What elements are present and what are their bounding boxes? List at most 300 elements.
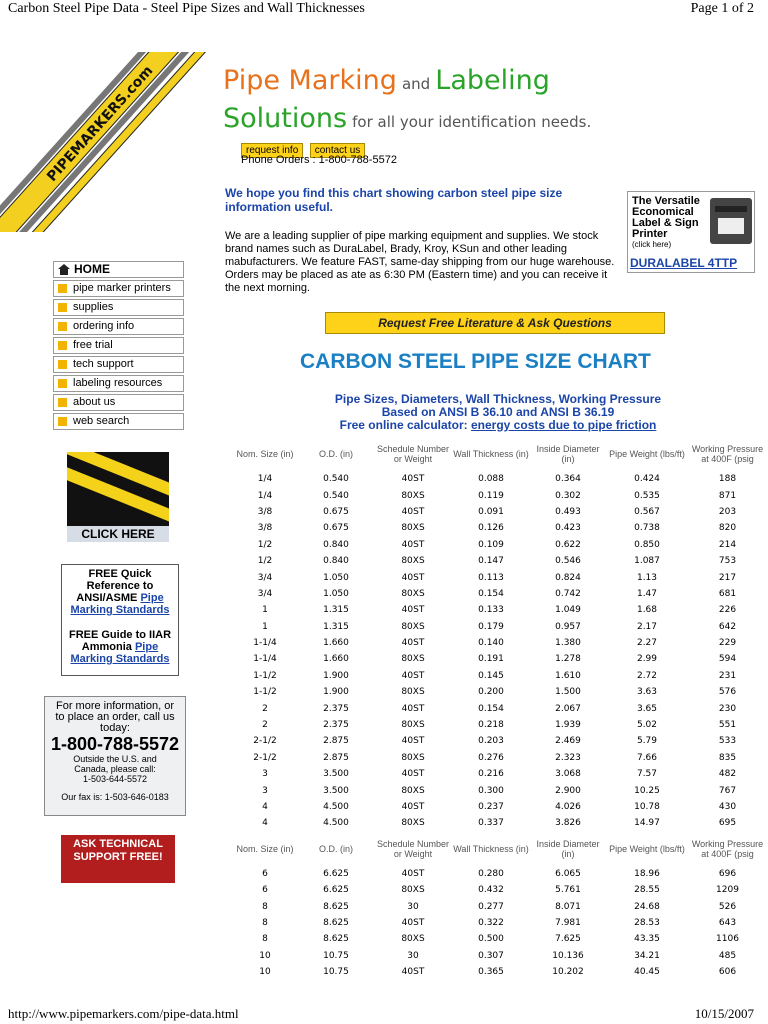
col-header: Wall Thickness (in) xyxy=(453,843,529,854)
free-guides-box xyxy=(61,564,179,676)
table-cell: 2.875 xyxy=(323,752,349,763)
table-cell: 0.307 xyxy=(478,950,504,961)
table-cell: 2-1/2 xyxy=(253,736,277,747)
table-cell: 8 xyxy=(262,934,268,945)
table-cell: 226 xyxy=(718,605,737,616)
table-cell: 1.315 xyxy=(323,621,349,632)
table-cell: 6 xyxy=(262,868,268,879)
table-row xyxy=(231,964,768,980)
table-cell: 5.02 xyxy=(636,720,658,731)
logo-and: and xyxy=(401,75,431,93)
table-cell: 230 xyxy=(718,703,737,714)
print-footer-date: 10/15/2007 xyxy=(694,1006,754,1021)
table-cell: 40.45 xyxy=(634,967,660,978)
table-cell: 1.380 xyxy=(555,638,581,649)
table-cell: 1.050 xyxy=(323,572,349,583)
table-cell: 0.119 xyxy=(478,490,504,501)
bullet-square-icon xyxy=(58,322,67,331)
col-header: Pipe Weight (lbs/ft) xyxy=(609,449,685,459)
logo-pipe-marking: Pipe Marking xyxy=(223,65,397,96)
logo-labeling: Labeling xyxy=(435,65,550,96)
table-cell: 0.280 xyxy=(478,868,504,879)
table-cell: 871 xyxy=(718,490,737,501)
table-cell: 1.939 xyxy=(555,720,581,731)
table-row xyxy=(231,766,768,782)
table-row xyxy=(231,915,768,931)
table-cell: 10.25 xyxy=(634,785,660,796)
table-cell: 6.065 xyxy=(555,868,581,879)
table-cell: 1/2 xyxy=(257,556,273,567)
table-cell: 2.067 xyxy=(555,703,581,714)
nav-label: about us xyxy=(73,396,116,408)
col-header: Nom. Size (in) xyxy=(236,449,294,459)
table-cell: 10.75 xyxy=(323,950,349,961)
free-guide-2-text: FREE Guide to IIAR Ammonia xyxy=(68,629,172,653)
table-cell: 40ST xyxy=(401,638,425,649)
nav-ordering-info[interactable] xyxy=(53,318,184,335)
contact-us-button[interactable]: contact us xyxy=(310,143,366,158)
table-row xyxy=(231,471,768,487)
table-cell: 1.049 xyxy=(555,605,581,616)
table-cell: 2.900 xyxy=(555,785,581,796)
table-cell: 3.500 xyxy=(323,769,349,780)
table-row xyxy=(231,866,768,882)
table-cell: 0.675 xyxy=(323,523,349,534)
table-cell: 0.179 xyxy=(478,621,504,632)
nav-label: tech support xyxy=(73,358,134,370)
table-cell: 3.63 xyxy=(636,687,658,698)
info-line2: Outside the U.S. and Canada, please call: xyxy=(73,754,157,774)
table-cell: 482 xyxy=(718,769,737,780)
request-literature-button[interactable]: Request Free Literature & Ask Questions xyxy=(325,312,665,334)
table-cell: 0.540 xyxy=(323,490,349,501)
pipe-graphic-text: PIPEMARKERS.com xyxy=(44,62,157,185)
table-cell: 40ST xyxy=(401,769,425,780)
duralabel-ad[interactable] xyxy=(627,191,755,273)
table-cell: 40ST xyxy=(401,670,425,681)
col-header: Schedule Number or Weight xyxy=(376,838,450,859)
table-cell: 767 xyxy=(718,785,737,796)
table-row xyxy=(231,619,768,635)
table-row xyxy=(231,586,768,602)
table-cell: 40ST xyxy=(401,572,425,583)
contact-info-box xyxy=(44,696,186,816)
table-cell: 1.68 xyxy=(636,605,658,616)
table-cell: 3 xyxy=(262,769,268,780)
table-cell: 551 xyxy=(718,720,737,731)
table-row xyxy=(231,700,768,716)
table-body-part2 xyxy=(231,866,768,981)
table-cell: 0.300 xyxy=(478,785,504,796)
table-row xyxy=(231,733,768,749)
logo-tagline: for all your identification needs. xyxy=(352,113,592,131)
col-header: O.D. (in) xyxy=(318,449,353,459)
table-cell: 80XS xyxy=(401,720,425,731)
ad-product-name[interactable]: DURALABEL 4TTP xyxy=(630,256,738,270)
table-cell: 80XS xyxy=(401,885,425,896)
table-cell: 4.500 xyxy=(323,802,349,812)
nav-supplies[interactable] xyxy=(53,299,184,316)
table-cell: 576 xyxy=(718,687,737,698)
table-cell: 6 xyxy=(262,885,268,896)
table-cell: 2.17 xyxy=(636,621,658,632)
table-cell: 1.900 xyxy=(323,687,349,698)
table-cell: 8.625 xyxy=(323,934,349,945)
print-footer xyxy=(0,1006,768,1024)
table-cell: 0.088 xyxy=(478,474,504,485)
table-cell: 8 xyxy=(262,901,268,912)
table-cell: 0.535 xyxy=(634,490,660,501)
table-cell: 0.216 xyxy=(478,769,504,780)
printer-icon xyxy=(710,198,752,244)
print-header xyxy=(0,0,768,22)
table-cell: 753 xyxy=(718,556,737,567)
table-cell: 2.375 xyxy=(323,703,349,714)
table-cell: 40ST xyxy=(401,506,425,517)
bullet-square-icon xyxy=(58,360,67,369)
nav-labeling-resources[interactable] xyxy=(53,375,184,392)
free-guide-1-text: FREE Quick Reference to ANSI/ASME xyxy=(76,568,154,604)
table-cell: 10 xyxy=(259,967,271,978)
table-cell: 1-1/4 xyxy=(253,638,277,649)
table-cell: 0.302 xyxy=(555,490,581,501)
free-guide-1-link[interactable]: Pipe Marking Standards xyxy=(70,592,170,616)
table-row xyxy=(231,569,768,585)
table-cell: 80XS xyxy=(401,523,425,534)
col-header: Pipe Weight (lbs/ft) xyxy=(609,843,685,854)
table-row xyxy=(231,815,768,831)
table-cell: 40ST xyxy=(401,474,425,485)
table-cell: 1.13 xyxy=(636,572,658,583)
intro-body: We are a leading supplier of pipe marking equipment and supplies. We stock brand names such as DuraLabel, Brady, Kroy, KSun and other leading mabufacturers. We feature FAST, same-day shipping from our huge warehouse. Orders may be placed as ate as 6:30 PM (Eastern time) and you can receive it the next morning. xyxy=(225,230,615,294)
table-cell: 0.432 xyxy=(478,885,504,896)
table-row xyxy=(231,487,768,503)
table-cell: 40ST xyxy=(401,736,425,747)
table-cell: 7.625 xyxy=(555,934,581,945)
nav-label: web search xyxy=(73,415,130,427)
table-cell: 1.050 xyxy=(323,588,349,599)
table-cell: 696 xyxy=(718,868,737,879)
table-row xyxy=(231,898,768,914)
table-cell: 0.154 xyxy=(478,703,504,714)
table-cell: 5.761 xyxy=(555,885,581,896)
nav-label: pipe marker printers xyxy=(73,282,171,294)
sidebar-nav xyxy=(53,261,184,432)
nav-free-trial[interactable] xyxy=(53,337,184,354)
table-cell: 1 xyxy=(262,605,268,616)
subtitle-line2: Based on ANSI B 36.10 and ANSI B 36.19 xyxy=(381,405,615,419)
nav-pipe-marker-printers[interactable] xyxy=(53,280,184,297)
table-cell: 40ST xyxy=(401,917,425,928)
table-cell: 40ST xyxy=(401,539,425,550)
table-cell: 40ST xyxy=(401,802,425,812)
request-info-button[interactable]: request info xyxy=(241,143,303,158)
click-here-label: CLICK HERE xyxy=(67,526,169,542)
col-header: Nom. Size (in) xyxy=(236,843,294,854)
table-cell: 0.091 xyxy=(478,506,504,517)
table-cell: 4.026 xyxy=(555,802,581,812)
table-row xyxy=(231,668,768,684)
chart-title: CARBON STEEL PIPE SIZE CHART xyxy=(300,350,651,373)
nav-tech-support[interactable] xyxy=(53,356,184,373)
table-cell: 0.546 xyxy=(555,556,581,567)
table-cell: 80XS xyxy=(401,556,425,567)
table-cell: 1106 xyxy=(716,934,739,945)
table-cell: 2.875 xyxy=(323,736,349,747)
table-cell: 6.625 xyxy=(323,868,349,879)
col-header: Working Pressure at 400F (psig xyxy=(691,838,764,859)
table-cell: 606 xyxy=(718,967,737,978)
table-cell: 0.500 xyxy=(478,934,504,945)
table-cell: 0.109 xyxy=(478,539,504,550)
table-cell: 4 xyxy=(262,802,268,812)
table-cell: 10.75 xyxy=(323,967,349,978)
table-cell: 0.493 xyxy=(555,506,581,517)
table-cell: 1209 xyxy=(716,885,739,896)
table-cell: 1-1/2 xyxy=(253,687,277,698)
table-cell: 0.147 xyxy=(478,556,504,567)
table-cell: 0.200 xyxy=(478,687,504,698)
table-cell: 4 xyxy=(262,818,268,829)
pipe-graphic[interactable] xyxy=(0,52,210,232)
table-cell: 40ST xyxy=(401,703,425,714)
table-cell: 0.824 xyxy=(555,572,581,583)
table-cell: 40ST xyxy=(401,605,425,616)
table-cell: 3.068 xyxy=(555,769,581,780)
table-cell: 0.276 xyxy=(478,752,504,763)
table-cell: 203 xyxy=(718,506,737,517)
table-row xyxy=(231,635,768,651)
table-cell: 642 xyxy=(718,621,737,632)
table-cell: 1.315 xyxy=(323,605,349,616)
table-row xyxy=(231,782,768,798)
table-row xyxy=(231,799,768,815)
table-cell: 14.97 xyxy=(634,818,660,829)
table-cell: 485 xyxy=(718,950,737,961)
calculator-link[interactable]: energy costs due to pipe friction xyxy=(471,418,657,432)
table-cell: 3/4 xyxy=(257,572,273,583)
table-cell: 0.622 xyxy=(555,539,581,550)
table-cell: 1-1/2 xyxy=(253,670,277,681)
table-cell: 0.957 xyxy=(555,621,581,632)
table-cell: 0.840 xyxy=(323,556,349,567)
table-cell: 2.99 xyxy=(636,654,658,665)
nav-label: free trial xyxy=(73,339,113,351)
table-cell: 2 xyxy=(262,720,268,731)
table-cell: 1 xyxy=(262,621,268,632)
table-cell: 3 xyxy=(262,785,268,796)
table-row xyxy=(231,882,768,898)
table-cell: 80XS xyxy=(401,934,425,945)
table-cell: 0.738 xyxy=(634,523,660,534)
table-row xyxy=(231,750,768,766)
table-cell: 1.900 xyxy=(323,670,349,681)
table-cell: 820 xyxy=(718,523,737,534)
col-header: Schedule Number or Weight xyxy=(376,444,450,464)
table-body-part1 xyxy=(231,471,768,832)
table-cell: 2.375 xyxy=(323,720,349,731)
free-guide-2-link[interactable]: Pipe Marking Standards xyxy=(70,641,170,665)
table-cell: 217 xyxy=(718,572,737,583)
table-cell: 0.140 xyxy=(478,638,504,649)
chart-subtitle xyxy=(300,393,696,432)
table-row xyxy=(231,602,768,618)
table-cell: 0.277 xyxy=(478,901,504,912)
bullet-square-icon xyxy=(58,284,67,293)
table-cell: 594 xyxy=(718,654,737,665)
info-intl-phone: 1-503-644-5572 xyxy=(82,774,148,784)
print-footer-url: http://www.pipemarkers.com/pipe-data.html xyxy=(8,1006,239,1021)
table-cell: 7.57 xyxy=(636,769,658,780)
table-cell: 40ST xyxy=(401,967,425,978)
table-row xyxy=(231,504,768,520)
table-cell: 0.322 xyxy=(478,917,504,928)
table-cell: 80XS xyxy=(401,621,425,632)
table-cell: 7.981 xyxy=(555,917,581,928)
table-cell: 0.133 xyxy=(478,605,504,616)
table-cell: 28.55 xyxy=(634,885,660,896)
phone-orders: Phone Orders : 1-800-788-5572 xyxy=(241,154,397,166)
table-cell: 1/2 xyxy=(257,539,273,550)
table-cell: 0.423 xyxy=(555,523,581,534)
nav-home[interactable] xyxy=(53,261,184,278)
table-cell: 6.625 xyxy=(323,885,349,896)
table-cell: 1.087 xyxy=(634,556,660,567)
table-cell: 80XS xyxy=(401,818,425,829)
col-header: O.D. (in) xyxy=(318,843,353,854)
table-cell: 835 xyxy=(718,752,737,763)
bullet-square-icon xyxy=(58,379,67,388)
intro-highlight: We hope you find this chart showing carbon steel pipe size information useful. xyxy=(225,186,563,214)
info-phone: 1-800-788-5572 xyxy=(50,734,180,754)
ad-headline: The Versatile Economical Label & Sign Printer xyxy=(632,195,700,240)
table-cell: 2.323 xyxy=(555,752,581,763)
table-cell: 18.96 xyxy=(634,868,660,879)
table-cell: 1.610 xyxy=(555,670,581,681)
table-cell: 0.113 xyxy=(478,572,504,583)
table-cell: 28.53 xyxy=(634,917,660,928)
table-cell: 3.65 xyxy=(636,703,658,714)
table-cell: 0.126 xyxy=(478,523,504,534)
table-cell: 0.218 xyxy=(478,720,504,731)
nav-web-search[interactable] xyxy=(53,413,184,430)
table-cell: 24.68 xyxy=(634,901,660,912)
col-header: Inside Diameter (in) xyxy=(536,444,600,464)
table-row xyxy=(231,684,768,700)
ad-click: (click here) xyxy=(632,240,672,249)
table-cell: 1/4 xyxy=(257,490,273,501)
table-cell: 0.191 xyxy=(478,654,504,665)
table-cell: 2.27 xyxy=(636,638,658,649)
table-cell: 0.145 xyxy=(478,670,504,681)
table-row xyxy=(231,537,768,553)
table-cell: 526 xyxy=(718,901,737,912)
table-cell: 0.424 xyxy=(634,474,660,485)
col-header: Working Pressure at 400F (psig xyxy=(691,444,764,464)
table-cell: 1.278 xyxy=(555,654,581,665)
table-cell: 80XS xyxy=(401,687,425,698)
table-cell: 2.72 xyxy=(636,670,658,681)
table-cell: 2.469 xyxy=(555,736,581,747)
table-cell: 0.540 xyxy=(323,474,349,485)
table-cell: 0.365 xyxy=(478,967,504,978)
bullet-square-icon xyxy=(58,417,67,426)
table-cell: 3/8 xyxy=(257,523,273,534)
table-cell: 1-1/4 xyxy=(253,654,277,665)
table-row xyxy=(231,651,768,667)
table-cell: 0.567 xyxy=(634,506,660,517)
table-cell: 80XS xyxy=(401,785,425,796)
table-cell: 0.154 xyxy=(478,588,504,599)
table-cell: 0.840 xyxy=(323,539,349,550)
logo-line2 xyxy=(223,103,591,134)
table-row xyxy=(231,520,768,536)
table-cell: 10.136 xyxy=(552,950,584,961)
table-cell: 4.500 xyxy=(323,818,349,829)
table-cell: 0.237 xyxy=(478,802,504,812)
table-cell: 80XS xyxy=(401,752,425,763)
table-cell: 695 xyxy=(718,818,737,829)
bullet-square-icon xyxy=(58,341,67,350)
logo-solutions: Solutions xyxy=(223,103,348,134)
table-cell: 1.47 xyxy=(636,588,658,599)
bullet-square-icon xyxy=(58,303,67,312)
table-cell: 533 xyxy=(718,736,737,747)
table-cell: 80XS xyxy=(401,588,425,599)
table-cell: 643 xyxy=(718,917,737,928)
table-cell: 80XS xyxy=(401,654,425,665)
nav-about-us[interactable] xyxy=(53,394,184,411)
table-cell: 30 xyxy=(407,950,419,961)
nav-home-label: HOME xyxy=(74,262,110,276)
table-row xyxy=(231,553,768,569)
table-cell: 0.742 xyxy=(555,588,581,599)
table-cell: 2 xyxy=(262,703,268,714)
table-cell: 7.66 xyxy=(636,752,658,763)
table-cell: 0.203 xyxy=(478,736,504,747)
table-cell: 1.660 xyxy=(323,654,349,665)
table-cell: 8 xyxy=(262,917,268,928)
table-row xyxy=(231,717,768,733)
table-cell: 8.625 xyxy=(323,917,349,928)
subtitle-line1: Pipe Sizes, Diameters, Wall Thickness, Working Pressure xyxy=(334,392,662,406)
click-here-banner[interactable] xyxy=(67,452,169,542)
table-cell: 34.21 xyxy=(634,950,660,961)
table-cell: 43.35 xyxy=(634,934,660,945)
table-cell: 0.364 xyxy=(555,474,581,485)
table-cell: 30 xyxy=(407,901,419,912)
table-cell: 40ST xyxy=(401,868,425,879)
table-cell: 3/8 xyxy=(257,506,273,517)
table-cell: 2-1/2 xyxy=(253,752,277,763)
logo[interactable] xyxy=(223,64,643,98)
table-cell: 8.071 xyxy=(555,901,581,912)
print-header-title: Carbon Steel Pipe Data - Steel Pipe Sizes and Wall Thicknesses xyxy=(8,1,365,16)
nav-label: ordering info xyxy=(73,320,135,332)
table-cell: 214 xyxy=(718,539,737,550)
table-cell: 3/4 xyxy=(257,588,273,599)
table-row xyxy=(231,948,768,964)
table-cell: 80XS xyxy=(401,490,425,501)
table-cell: 188 xyxy=(718,474,737,485)
table-cell: 1/4 xyxy=(257,474,273,485)
table-cell: 681 xyxy=(718,588,737,599)
nav-label: supplies xyxy=(73,301,114,313)
nav-label: labeling resources xyxy=(73,377,163,389)
home-icon xyxy=(58,264,70,275)
ask-technical-support-button[interactable]: ASK TECHNICAL SUPPORT FREE! xyxy=(61,835,175,883)
table-cell: 5.79 xyxy=(636,736,658,747)
